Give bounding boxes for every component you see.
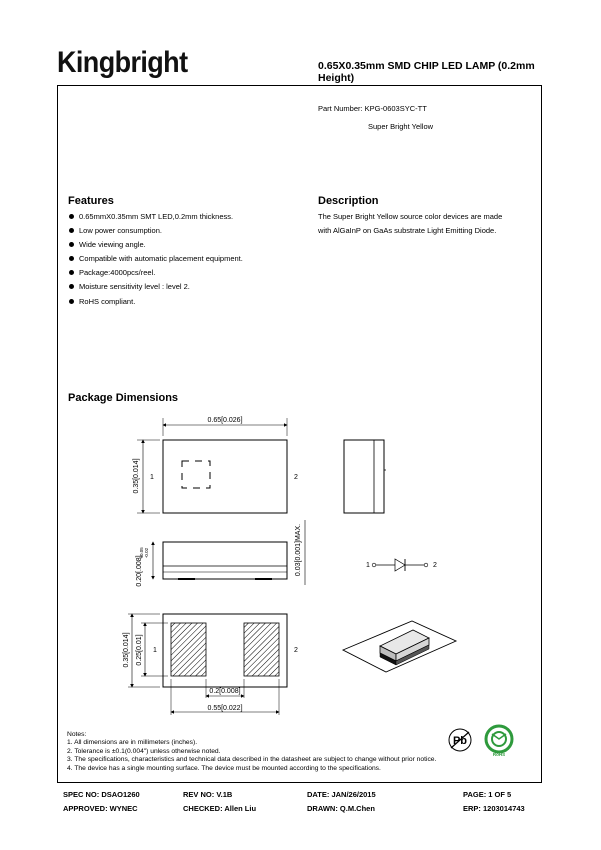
checked-by: CHECKED: Allen Liu bbox=[183, 804, 257, 813]
list-item: Package:4000pcs/reel. bbox=[68, 268, 308, 282]
bottom-pin-2: 2 bbox=[294, 647, 298, 654]
dim-side-height: 0.20[.008] bbox=[136, 555, 143, 587]
rev-no: REV NO: V.1B bbox=[183, 790, 233, 799]
end-view bbox=[344, 440, 386, 513]
company-logo: Kingbright bbox=[57, 46, 188, 79]
pb-text: Pb bbox=[452, 735, 468, 747]
dim-bottom-width: 0.55[0.022] bbox=[207, 705, 243, 712]
dim-gap: 0.2[0.008] bbox=[209, 688, 241, 695]
dim-top-width: 0.65[0.026] bbox=[207, 417, 243, 424]
page-number: PAGE: 1 OF 5 bbox=[463, 790, 512, 799]
pb-free-icon bbox=[449, 729, 471, 751]
part-color: Super Bright Yellow bbox=[368, 122, 434, 131]
bottom-view bbox=[123, 614, 298, 715]
dim-pad-height: 0.25[0.01] bbox=[136, 634, 143, 666]
dim-top-height: 0.35[0.014] bbox=[133, 458, 140, 494]
approved-by: APPROVED: WYNEC bbox=[63, 804, 138, 813]
notes-title: Notes: bbox=[67, 731, 87, 738]
side-view bbox=[136, 520, 305, 587]
rohs-icon bbox=[486, 726, 512, 757]
features-heading: Features bbox=[68, 195, 114, 207]
note-item: 2. Tolerance is ±0.1(0.004") unless otherwise noted. bbox=[67, 747, 221, 755]
pin-1-label: 1 bbox=[150, 474, 154, 481]
list-item: Low power consumption. bbox=[68, 226, 308, 240]
dim-bottom-height: 0.35[0.014] bbox=[123, 632, 130, 668]
symbol-pin-2: 2 bbox=[433, 562, 437, 569]
note-item: 1. All dimensions are in millimeters (inches). bbox=[67, 739, 198, 747]
date: DATE: JAN/26/2015 bbox=[307, 790, 376, 799]
list-item: Compatible with automatic placement equipment. bbox=[68, 254, 308, 268]
dim-side-tol-minus: -0.02 bbox=[144, 547, 149, 559]
pin-2-label: 2 bbox=[294, 474, 298, 481]
package-dimensions-heading: Package Dimensions bbox=[68, 392, 179, 404]
isometric-view bbox=[343, 621, 456, 672]
document-title: 0.65X0.35mm SMD CHIP LED LAMP (0.2mm Height) bbox=[318, 60, 535, 84]
list-item: 0.65mmX0.35mm SMT LED,0.2mm thickness. bbox=[68, 212, 308, 226]
list-item: Moisture sensitivity level : level 2. bbox=[68, 282, 308, 296]
bottom-pin-1: 1 bbox=[153, 647, 157, 654]
rohs-text: RoHS bbox=[492, 752, 506, 757]
certification-marks bbox=[445, 722, 525, 758]
dim-side-max: 0.03[0.001]MAX. bbox=[295, 523, 302, 577]
description-heading: Description bbox=[318, 195, 379, 207]
note-item: 3. The specifications, characteristics and technical data described in the datasheet are subject to change without prior notice. bbox=[67, 756, 437, 764]
symbol-pin-1: 1 bbox=[366, 562, 370, 569]
description-line: The Super Bright Yellow source color devices are made bbox=[318, 212, 503, 221]
dim-side-tol-plus: +0.05 bbox=[139, 547, 144, 559]
part-number: Part Number: KPG-0603SYC-TT bbox=[318, 104, 427, 113]
top-view bbox=[133, 417, 298, 513]
note-item: 4. The device has a single mounting surface. The device must be mounted according to the specifications. bbox=[67, 764, 381, 772]
drawn-by: DRAWN: Q.M.Chen bbox=[307, 804, 375, 813]
spec-no: SPEC NO: DSAO1260 bbox=[63, 790, 140, 799]
description-line: with AlGaInP on GaAs substrate Light Emitting Diode. bbox=[318, 226, 497, 235]
list-item: Wide viewing angle. bbox=[68, 240, 308, 254]
erp-number: ERP: 1203014743 bbox=[463, 804, 525, 813]
list-item: RoHS compliant. bbox=[68, 297, 308, 311]
diode-symbol bbox=[366, 559, 437, 571]
